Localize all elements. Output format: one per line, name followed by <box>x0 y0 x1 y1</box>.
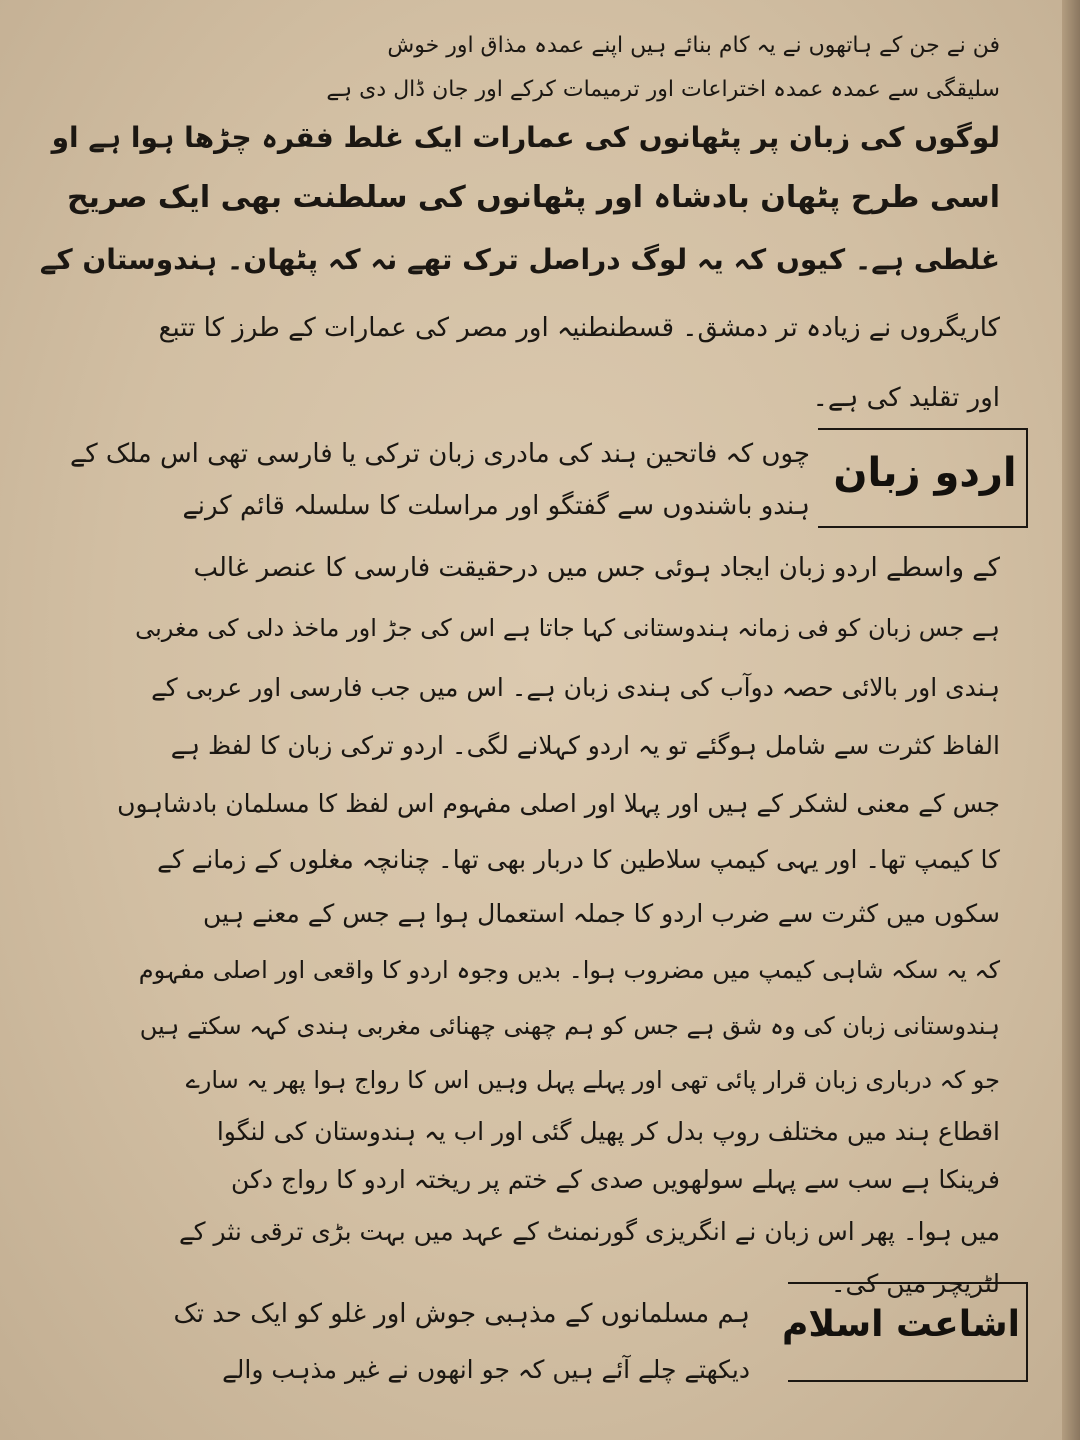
islam-section-heading: اشاعت اسلام <box>782 1304 1020 1345</box>
text-line: ہم مسلمانوں کے مذہبی جوش اور غلو کو ایک حد تک <box>173 1299 750 1329</box>
text-line: الفاظ کثرت سے شامل ہوگئے تو یہ اردو کہلانے لگی۔ اردو ترکی زبان کا لفظ ہے <box>170 731 1000 760</box>
text-line: اور تقلید کی ہے۔ <box>812 383 1000 413</box>
text-line: اقطاع ہند میں مختلف روپ بدل کر پھیل گئی اور اب یہ ہندوستان کی لنگوا <box>216 1117 1000 1146</box>
text-line: جو کہ درباری زبان قرار پائی تھی اور پہلے پہل وہیں اس کا رواج ہوا پھر یہ سارے <box>185 1066 1000 1094</box>
text-line: کاریگروں نے زیادہ تر دمشق۔ قسطنطنیہ اور مصر کی عمارات کے طرز کا تتبع <box>158 313 1000 343</box>
intro-paragraph <box>40 18 1000 418</box>
text-line: ہے جس زبان کو فی زمانہ ہندوستانی کہا جاتا ہے اس کی جڑ اور ماخذ دلی کی مغربی <box>135 614 1000 642</box>
text-line: جس کے معنی لشکر کے ہیں اور پہلا اور اصلی مفہوم اس لفظ کا مسلمان بادشاہوں <box>117 789 1000 818</box>
text-line: کا کیمپ تھا۔ اور یہی کیمپ سلاطین کا دربار بھی تھا۔ چنانچہ مغلوں کے زمانے کے <box>157 845 1000 874</box>
text-line: چوں کہ فاتحین ہند کی مادری زبان ترکی یا فارسی تھی اس ملک کے <box>70 439 810 469</box>
text-line: فن نے جن کے ہاتھوں نے یہ کام بنائے ہیں اپنے عمدہ مذاق اور خوش <box>387 33 1000 58</box>
text-line: کہ یہ سکہ شاہی کیمپ میں مضروب ہوا۔ بدیں وجوہ اردو کا واقعی اور اصلی مفہوم <box>138 956 1000 984</box>
urdu-section-body-cont <box>40 1160 1000 1300</box>
text-line: فرینکا ہے سب سے پہلے سولھویں صدی کے ختم پر ریختہ اردو کا رواج دکن <box>230 1165 1000 1194</box>
text-line: سلیقگی سے عمدہ عمدہ اختراعات اور ترمیمات کرکے اور جان ڈال دی ہے <box>326 77 1000 102</box>
text-line: دیکھتے چلے آئے ہیں کہ جو انھوں نے غیر مذہب والے <box>222 1355 750 1384</box>
text-line: ہندوستانی زبان کی وہ شق ہے جس کو ہم چھنی چھنائی مغربی ہندی کہہ سکتے ہیں <box>139 1012 1000 1040</box>
urdu-section-body <box>40 430 1000 1190</box>
page-edge-shadow <box>1062 0 1080 1440</box>
text-line: لٹریچر میں کی۔ <box>830 1269 1000 1298</box>
text-line: سکوں میں کثرت سے ضرب اردو کا جملہ استعمال ہوا ہے جس کے معنے ہیں <box>202 899 1000 928</box>
text-line: میں ہوا۔ پھر اس زبان نے انگریزی گورنمنٹ کے عہد میں بہت بڑی ترقی نثر کے <box>179 1217 1000 1246</box>
islam-section-body <box>50 1290 750 1430</box>
text-line: ہندی اور بالائی حصہ دوآب کی ہندی زبان ہے۔ اس میں جب فارسی اور عربی کے <box>151 673 1000 702</box>
text-line: غلطی ہے۔ کیوں کہ یہ لوگ دراصل ترک تھے نہ کہ پٹھان۔ ہندوستان کے <box>39 243 1000 276</box>
urdu-section-heading: اردو زبان <box>833 450 1017 496</box>
text-line: کے واسطے اردو زبان ایجاد ہوئی جس میں درحقیقت فارسی کا عنصر غالب <box>193 553 1000 583</box>
text-line: ہندو باشندوں سے گفتگو اور مراسلت کا سلسلہ قائم کرنے <box>182 491 810 521</box>
text-line: اسی طرح پٹھان بادشاہ اور پٹھانوں کی سلطنت بھی ایک صریح <box>66 180 1000 215</box>
text-line: لوگوں کی زبان پر پٹھانوں کی عمارات ایک غلط فقرہ چڑھا ہوا ہے او <box>51 121 1000 154</box>
